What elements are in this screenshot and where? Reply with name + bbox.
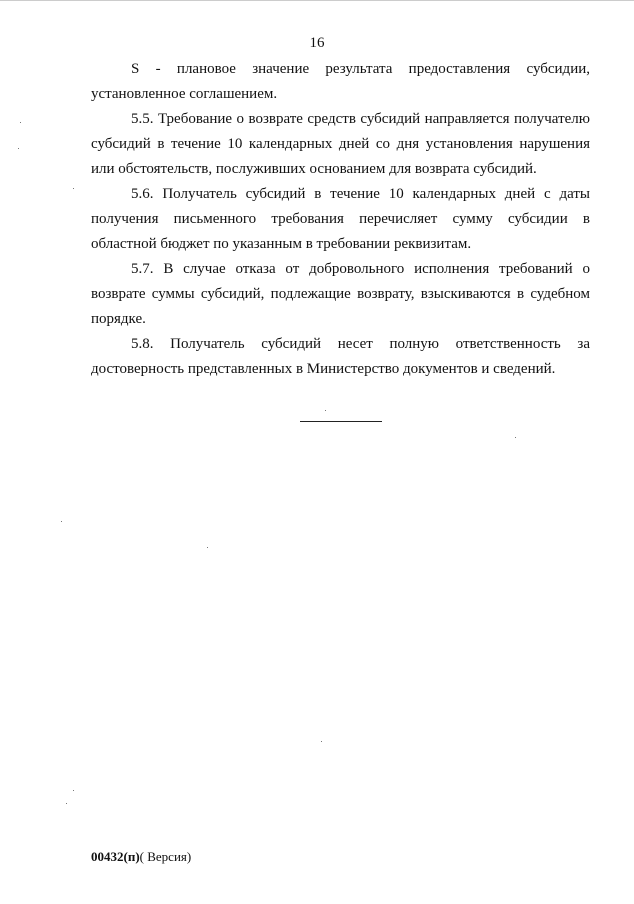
paragraph-5-8: 5.8. Получатель субсидий несет полную ответственность за достоверность представленных в Министерство документов и сведений.	[91, 336, 590, 377]
end-of-text-divider	[300, 421, 382, 422]
scan-speck	[20, 122, 21, 123]
scan-speck	[321, 741, 322, 742]
scan-speck	[61, 521, 62, 522]
footer-document-code	[91, 849, 191, 865]
paragraph-5-5: 5.5. Требование о возврате средств субсидий направляется получателю субсидий в течение 10 календарных дней со дня установления нарушения или обстоятельств, послуживших основанием для возврата субсидий.	[91, 111, 590, 177]
footer-code: 00432(п)	[91, 849, 140, 864]
scan-speck	[207, 547, 208, 548]
paragraph-5-6: 5.6. Получатель субсидий в течение 10 календарных дней с даты получения письменного требования перечисляет сумму субсидии в областной бюджет по указанным в требовании реквизитам.	[91, 186, 590, 252]
scan-speck	[325, 410, 326, 411]
paragraph-5-7: 5.7. В случае отказа от добровольного исполнения требований о возврате суммы субсидий, подлежащие возврату, взыскиваются в судебном порядке.	[91, 261, 590, 327]
scan-speck	[73, 790, 74, 791]
scan-speck	[515, 437, 516, 438]
scan-speck	[18, 148, 19, 149]
footer-version-label: ( Версия)	[139, 849, 192, 864]
scan-top-edge	[0, 0, 634, 1]
page-number: 16	[309, 35, 325, 51]
scan-speck	[66, 803, 67, 804]
scan-speck	[73, 188, 74, 189]
document-body	[91, 57, 590, 382]
paragraph-s-definition: S - плановое значение результата предоставления субсидии, установленное соглашением.	[91, 61, 590, 102]
